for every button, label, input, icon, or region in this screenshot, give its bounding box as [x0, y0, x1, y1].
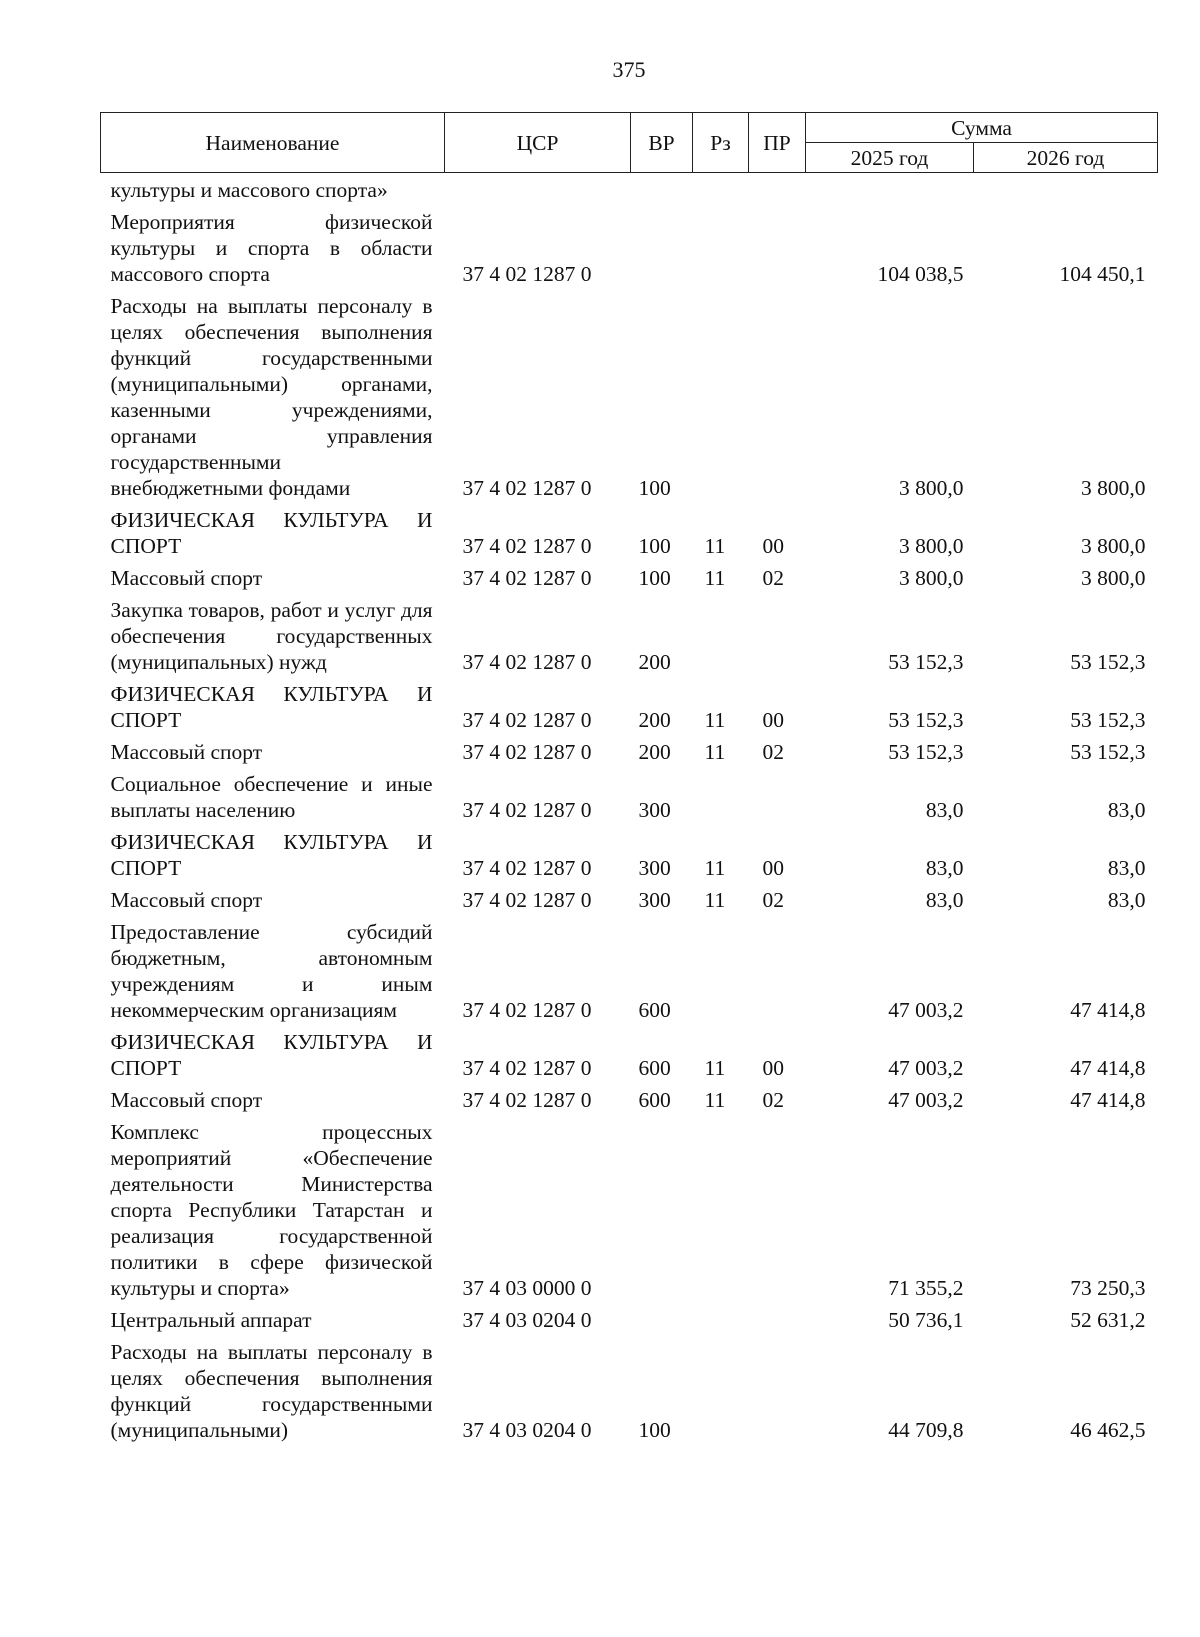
row-sum-2026: 47 414,8 — [1070, 998, 1146, 1022]
row-rz — [693, 173, 749, 210]
budget-table — [100, 112, 1158, 1449]
table-row — [101, 1307, 1158, 1339]
row-vr: 300 — [638, 798, 671, 822]
row-name: Мероприятия физической культуры и спорта в области массового спорта — [110, 210, 433, 286]
row-pr — [749, 1307, 806, 1339]
row-vr — [631, 173, 693, 210]
row-sum-2025: 3 800,0 — [899, 534, 964, 558]
row-vr — [631, 1307, 693, 1339]
table-row — [101, 681, 1158, 739]
row-sum-2026: 53 152,3 — [1070, 650, 1146, 674]
row-vr: 200 — [638, 650, 671, 674]
row-rz: 11 — [704, 534, 726, 558]
row-sum-2026: 83,0 — [1107, 856, 1146, 880]
row-rz: 11 — [704, 1056, 726, 1080]
table-row — [101, 1119, 1158, 1307]
row-sum-2026: 3 800,0 — [1081, 534, 1146, 558]
row-pr: 02 — [762, 888, 784, 912]
header-year-2026: 2026 год — [974, 143, 1158, 173]
row-sum-2026: 73 250,3 — [1070, 1276, 1146, 1300]
row-sum-2025: 50 736,1 — [888, 1308, 964, 1332]
row-csr: 37 4 02 1287 0 — [462, 262, 592, 286]
row-name: Предоставление субсидий бюджетным, автономным учреждениям и иным некоммерческим организациям — [110, 920, 433, 1022]
row-csr — [445, 173, 631, 210]
row-csr: 37 4 02 1287 0 — [462, 998, 592, 1022]
table-row — [101, 771, 1158, 829]
header-csr: ЦСР — [445, 113, 631, 173]
row-vr: 100 — [638, 566, 671, 590]
table-row — [101, 597, 1158, 681]
row-vr — [631, 1119, 693, 1307]
row-vr: 100 — [638, 1418, 671, 1442]
row-vr: 600 — [638, 1056, 671, 1080]
row-name: Массовый спорт — [110, 566, 263, 590]
row-csr: 37 4 03 0204 0 — [462, 1418, 592, 1442]
row-name: ФИЗИЧЕСКАЯ КУЛЬТУРА И СПОРТ — [110, 682, 433, 732]
row-sum-2025: 83,0 — [925, 798, 964, 822]
row-name: Центральный аппарат — [110, 1308, 312, 1332]
row-vr: 100 — [638, 534, 671, 558]
row-vr: 600 — [638, 1088, 671, 1112]
table-row — [101, 507, 1158, 565]
row-pr: 00 — [762, 534, 784, 558]
row-sum-2025: 44 709,8 — [888, 1418, 964, 1442]
row-sum-2025: 71 355,2 — [888, 1276, 964, 1300]
row-rz: 11 — [704, 566, 726, 590]
header-vr: ВР — [631, 113, 693, 173]
row-vr: 300 — [638, 888, 671, 912]
row-rz: 11 — [704, 1088, 726, 1112]
row-name: культуры и массового спорта» — [110, 178, 388, 202]
row-rz: 11 — [704, 708, 726, 732]
row-pr — [749, 771, 806, 829]
row-pr — [749, 1339, 806, 1449]
table-row — [101, 1029, 1158, 1087]
row-sum-2025: 53 152,3 — [888, 708, 964, 732]
header-name: Наименование — [101, 113, 445, 173]
row-sum-2026: 83,0 — [1107, 798, 1146, 822]
row-name: ФИЗИЧЕСКАЯ КУЛЬТУРА И СПОРТ — [110, 830, 433, 880]
row-name: Расходы на выплаты персоналу в целях обеспечения выполнения функций государственными (муниципальными) — [110, 1340, 433, 1442]
row-sum-2026: 47 414,8 — [1070, 1056, 1146, 1080]
row-vr: 200 — [638, 708, 671, 732]
row-rz — [693, 597, 749, 681]
row-pr: 02 — [762, 566, 784, 590]
row-sum-2026 — [974, 173, 1158, 210]
row-csr: 37 4 02 1287 0 — [462, 708, 592, 732]
row-sum-2025: 47 003,2 — [888, 1056, 964, 1080]
row-name: Массовый спорт — [110, 1088, 263, 1112]
page-number: 375 — [612, 57, 646, 82]
row-csr: 37 4 02 1287 0 — [462, 566, 592, 590]
row-sum-2026: 46 462,5 — [1070, 1418, 1146, 1442]
table-row — [101, 565, 1158, 597]
row-vr: 100 — [638, 476, 671, 500]
row-name: Массовый спорт — [110, 740, 263, 764]
row-rz — [693, 771, 749, 829]
row-rz — [693, 919, 749, 1029]
row-sum-2026: 53 152,3 — [1070, 708, 1146, 732]
row-sum-2026: 53 152,3 — [1070, 740, 1146, 764]
row-csr: 37 4 02 1287 0 — [462, 650, 592, 674]
row-csr: 37 4 02 1287 0 — [462, 1088, 592, 1112]
row-sum-2026: 104 450,1 — [1059, 262, 1146, 286]
row-name: ФИЗИЧЕСКАЯ КУЛЬТУРА И СПОРТ — [110, 1030, 433, 1080]
row-name: Массовый спорт — [110, 888, 263, 912]
row-csr: 37 4 02 1287 0 — [462, 1056, 592, 1080]
row-sum-2026: 83,0 — [1107, 888, 1146, 912]
row-name: Закупка товаров, работ и услуг для обеспечения государственных (муниципальных) нужд — [110, 598, 433, 674]
row-pr: 00 — [762, 1056, 784, 1080]
row-sum-2025: 104 038,5 — [877, 262, 964, 286]
row-sum-2026: 3 800,0 — [1081, 476, 1146, 500]
row-rz — [693, 1119, 749, 1307]
row-rz: 11 — [704, 888, 726, 912]
table-header — [101, 113, 1158, 173]
table-row — [101, 1087, 1158, 1119]
table-row — [101, 1339, 1158, 1449]
row-pr — [749, 173, 806, 210]
row-csr: 37 4 02 1287 0 — [462, 534, 592, 558]
row-pr: 02 — [762, 740, 784, 764]
row-pr: 02 — [762, 1088, 784, 1112]
header-year-2025: 2025 год — [806, 143, 974, 173]
row-rz: 11 — [704, 740, 726, 764]
row-sum-2025: 3 800,0 — [899, 476, 964, 500]
row-csr: 37 4 02 1287 0 — [462, 740, 592, 764]
row-pr — [749, 209, 806, 293]
row-csr: 37 4 03 0204 0 — [462, 1308, 592, 1332]
row-name: ФИЗИЧЕСКАЯ КУЛЬТУРА И СПОРТ — [110, 508, 433, 558]
table-row — [101, 173, 1158, 210]
row-name: Расходы на выплаты персоналу в целях обеспечения выполнения функций государственными (муниципальными) органами, казенными учреждениями, органами управления государственными внебюджетными фондами — [110, 294, 433, 500]
table-row — [101, 887, 1158, 919]
row-sum-2025: 83,0 — [925, 856, 964, 880]
row-csr: 37 4 02 1287 0 — [462, 798, 592, 822]
row-name: Комплекс процессных мероприятий «Обеспечение деятельности Министерства спорта Республики Татарстан и реализация государственной политики в сфере физической культуры и спорта» — [110, 1120, 433, 1300]
row-sum-2025 — [806, 173, 974, 210]
row-csr: 37 4 02 1287 0 — [462, 476, 592, 500]
row-rz — [693, 209, 749, 293]
row-rz — [693, 293, 749, 507]
row-pr — [749, 293, 806, 507]
row-sum-2025: 53 152,3 — [888, 740, 964, 764]
header-pr: ПР — [749, 113, 806, 173]
row-sum-2025: 47 003,2 — [888, 998, 964, 1022]
row-rz: 11 — [704, 856, 726, 880]
row-sum-2025: 3 800,0 — [899, 566, 964, 590]
row-pr — [749, 919, 806, 1029]
row-pr — [749, 597, 806, 681]
row-vr: 600 — [638, 998, 671, 1022]
row-sum-2026: 47 414,8 — [1070, 1088, 1146, 1112]
row-sum-2026: 52 631,2 — [1070, 1308, 1146, 1332]
row-pr: 00 — [762, 708, 784, 732]
table-row — [101, 293, 1158, 507]
table-row — [101, 209, 1158, 293]
row-pr — [749, 1119, 806, 1307]
table-row — [101, 739, 1158, 771]
table-body — [101, 173, 1158, 1450]
row-csr: 37 4 02 1287 0 — [462, 856, 592, 880]
table-row — [101, 919, 1158, 1029]
header-sum: Сумма — [806, 113, 1158, 143]
row-rz — [693, 1307, 749, 1339]
row-vr: 300 — [638, 856, 671, 880]
row-sum-2025: 53 152,3 — [888, 650, 964, 674]
row-sum-2025: 47 003,2 — [888, 1088, 964, 1112]
row-csr: 37 4 03 0000 0 — [462, 1276, 592, 1300]
row-sum-2026: 3 800,0 — [1081, 566, 1146, 590]
row-csr: 37 4 02 1287 0 — [462, 888, 592, 912]
row-name: Социальное обеспечение и иные выплаты населению — [110, 772, 433, 822]
table-row — [101, 829, 1158, 887]
row-vr: 200 — [638, 740, 671, 764]
row-sum-2025: 83,0 — [925, 888, 964, 912]
row-rz — [693, 1339, 749, 1449]
row-pr: 00 — [762, 856, 784, 880]
header-rz: Рз — [693, 113, 749, 173]
row-vr — [631, 209, 693, 293]
